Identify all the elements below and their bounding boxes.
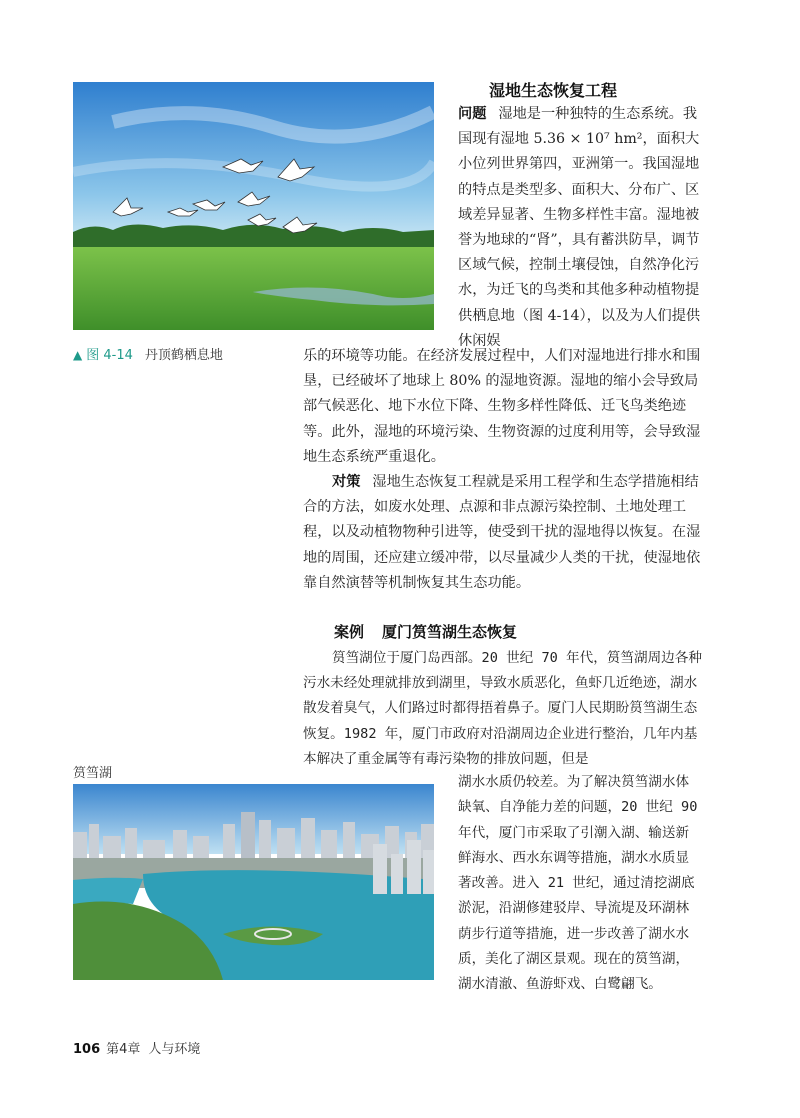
case-heading bbox=[334, 621, 517, 642]
chapter-number: 第4章 bbox=[106, 1042, 141, 1057]
strategy-paragraph bbox=[303, 470, 703, 596]
case-label: 案例 bbox=[334, 623, 365, 641]
case-paragraph-continued: 湖水水质仍较差。为了解决筼筜湖水体缺氧、自净能力差的问题，20 世纪 90 年代，厦门市采取了引潮入湖、输送新鲜海水、西水东调等措施，湖水水质显著改善。进入 21 世纪，通过清挖湖底淤泥，沿湖修建驳岸、导流堤及环湖林荫步行道等措施，进一步改善了湖水水质，美化了湖区景观。现在的筼筜湖，湖水清澈、鱼游虾戏、白鹭翩飞。 bbox=[458, 774, 698, 993]
figure-label: 图 4-14 bbox=[86, 348, 133, 363]
lake-photo-caption: 筼筜湖 bbox=[73, 766, 113, 781]
chapter-title: 人与环境 bbox=[148, 1042, 201, 1057]
section-title: 湿地生态恢复工程 bbox=[489, 81, 618, 100]
figure-caption-text: 丹顶鹤栖息地 bbox=[144, 348, 223, 363]
problem-label: 问题 bbox=[458, 106, 487, 122]
yundang-lake-photo bbox=[73, 784, 434, 980]
case-paragraph: 筼筜湖位于厦门岛西部。20 世纪 70 年代，筼筜湖周边各种污水未经处理就排放到湖里，导致水质恶化，鱼虾几近绝迹，湖水散发着臭气，人们路过时都得捂着鼻子。厦门人民期盼筼筜湖生态恢复。1982 年，厦门市政府对沿湖周边企业进行整治，几年内基本解决了重金属等有毒污染物的排放问题，但是 bbox=[303, 650, 702, 767]
lake-aerial-illustration bbox=[73, 784, 434, 980]
crane-habitat-photo bbox=[73, 82, 434, 330]
strategy-label: 对策 bbox=[332, 474, 361, 490]
strategy-text: 湿地生态恢复工程就是采用工程学和生态学措施相结合的方法，如废水处理、点源和非点源污染控制、土地处理工程，以及动植物物种引进等，使受到干扰的湿地得以恢复。在湿地的周围，还应建立缓冲带，以尽量减少人类的干扰，使湿地依靠自然演替等机制恢复其生态功能。 bbox=[303, 474, 701, 591]
crane-habitat-illustration bbox=[73, 82, 434, 330]
page-number: 106 bbox=[73, 1042, 101, 1057]
case-title: 厦门筼筜湖生态恢复 bbox=[382, 623, 518, 641]
figure-caption bbox=[73, 344, 223, 363]
problem-paragraph-continued: 乐的环境等功能。在经济发展过程中，人们对湿地进行排水和围垦，已经破坏了地球上 80% 的湿地资源。湿地的缩小会导致局部气候恶化、地下水位下降、生物多样性降低、迁飞鸟类绝迹等。此外，湿地的环境污染、生物资源的过度利用等，会导致湿地生态系统严重退化。 bbox=[303, 348, 701, 465]
page-footer bbox=[73, 1038, 200, 1057]
problem-text: 湿地是一种独特的生态系统。我国现有湿地 5.36 × 10⁷ hm²，面积大小位列世界第四，亚洲第一。我国湿地的特点是类型多、面积大、分布广、区域差异显著、生物多样性丰富。湿地被誉为地球的“肾”，具有蓄洪防旱，调节区域气候，控制土壤侵蚀，自然净化污水，为迁飞的鸟类和其他多种动植物提供栖息地（图 4-14），以及为人们提供休闲娱 bbox=[458, 106, 701, 349]
caption-triangle-icon: ▲ bbox=[73, 348, 83, 362]
problem-paragraph bbox=[458, 102, 702, 354]
